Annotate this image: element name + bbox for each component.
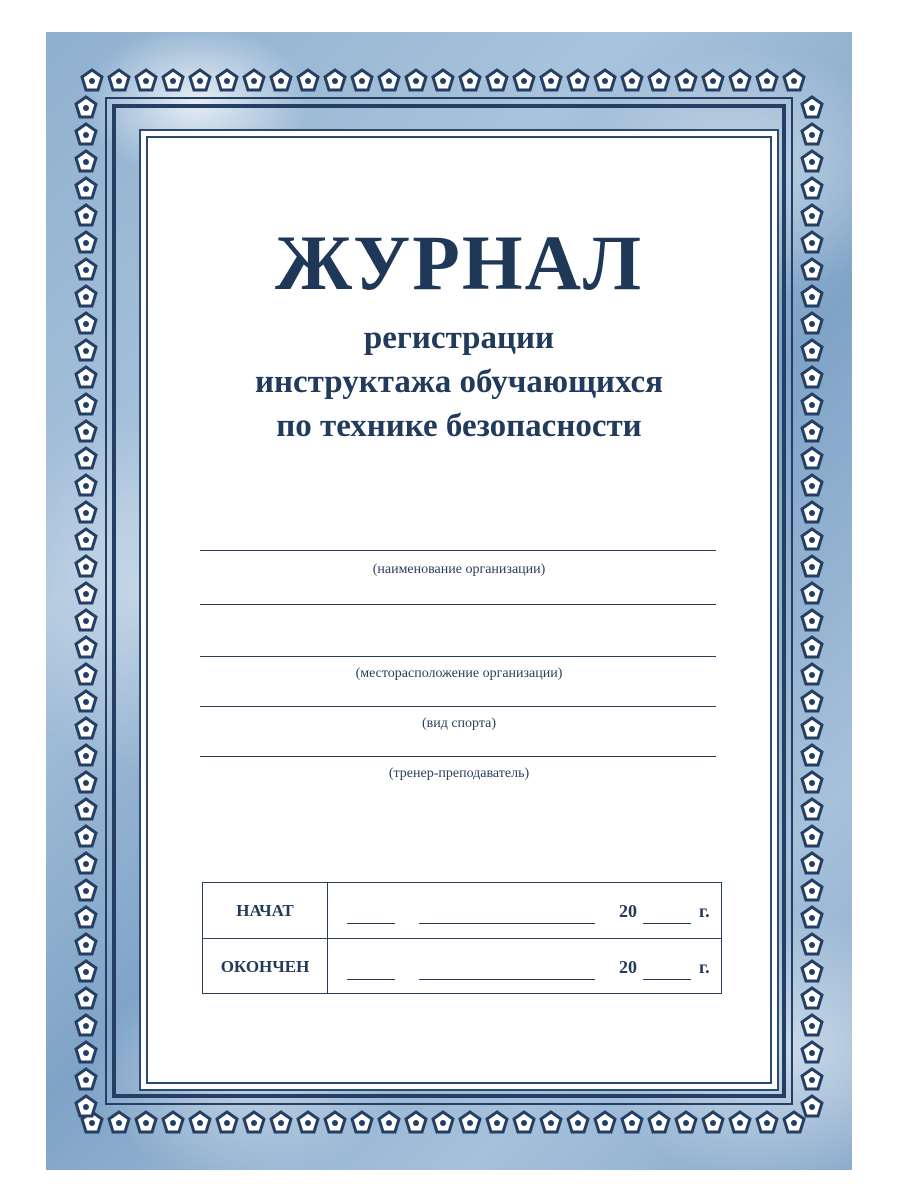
ornament-dot: [83, 780, 89, 786]
ornament-dot: [83, 1050, 89, 1056]
ended-year-prefix: 20: [619, 957, 637, 977]
organization-location-line[interactable]: [200, 656, 716, 657]
ornament-dot: [791, 1120, 797, 1126]
ornament-dot: [656, 78, 662, 84]
ornament-dot: [683, 1120, 689, 1126]
ornament-dot: [809, 753, 815, 759]
ornament-dot: [83, 321, 89, 327]
ornament-dot: [467, 1120, 473, 1126]
ornament-dot: [83, 348, 89, 354]
ornament-dot: [386, 1120, 392, 1126]
ornament-dot: [170, 1120, 176, 1126]
started-year-suffix: г.: [699, 901, 710, 921]
ornament-dot: [197, 78, 203, 84]
ornament-dot: [809, 510, 815, 516]
ornament-dot: [83, 645, 89, 651]
ornament-dot: [170, 78, 176, 84]
ornament-dot: [809, 780, 815, 786]
ornament-dot: [224, 78, 230, 84]
ornament-dot: [83, 699, 89, 705]
ornament-dot: [710, 78, 716, 84]
ornament-dot: [83, 861, 89, 867]
ornament-dot: [83, 375, 89, 381]
ornament-dot: [791, 78, 797, 84]
ornament-dot: [305, 78, 311, 84]
ornament-dot: [116, 1120, 122, 1126]
ornament-dot: [440, 78, 446, 84]
sport-line[interactable]: [200, 706, 716, 707]
coach-line[interactable]: [200, 756, 716, 757]
ornament-dot: [521, 78, 527, 84]
ornament-dot: [83, 483, 89, 489]
ornament-dot: [809, 672, 815, 678]
ornament-dot: [83, 1023, 89, 1029]
ornament-dot: [809, 1104, 815, 1110]
started-month-blank[interactable]: [419, 923, 595, 924]
ornament-dot: [809, 186, 815, 192]
ornament-dot: [332, 78, 338, 84]
ornament-dot: [809, 105, 815, 111]
ornament-dot: [440, 1120, 446, 1126]
coach-caption: (тренер-преподаватель): [388, 766, 530, 781]
journal-title: ЖУРНАЛ: [274, 219, 644, 306]
ornament-dot: [710, 1120, 716, 1126]
ornament-dot: [548, 1120, 554, 1126]
ornament-dot: [386, 78, 392, 84]
organization-extra-line[interactable]: [200, 604, 716, 605]
ornament-dot: [809, 861, 815, 867]
ornament-dot: [359, 1120, 365, 1126]
ornament-dot: [809, 834, 815, 840]
cover-panel: [146, 136, 772, 1084]
ornament-dot: [83, 456, 89, 462]
ornament-dot: [89, 78, 95, 84]
ornament-dot: [809, 618, 815, 624]
ornament-dot: [809, 213, 815, 219]
ornament-dot: [809, 537, 815, 543]
ornament-dot: [143, 78, 149, 84]
ornament-dot: [83, 240, 89, 246]
ornament-dot: [83, 159, 89, 165]
ornament-dot: [809, 132, 815, 138]
ended-date-row: [327, 939, 721, 994]
ornament-dot: [224, 1120, 230, 1126]
ornament-dot: [737, 78, 743, 84]
ornament-dot: [332, 1120, 338, 1126]
ornament-dot: [629, 1120, 635, 1126]
ornament-dot: [83, 510, 89, 516]
ornament-dot: [809, 915, 815, 921]
ornament-dot: [116, 78, 122, 84]
ornament-dot: [809, 1077, 815, 1083]
ornament-dot: [683, 78, 689, 84]
ornament-dot: [809, 1023, 815, 1029]
ornament-dot: [737, 1120, 743, 1126]
ornament-dot: [83, 888, 89, 894]
ornament-dot: [809, 807, 815, 813]
sport-caption: (вид спорта): [421, 716, 497, 731]
ornament-dot: [83, 915, 89, 921]
ornament-dot: [809, 645, 815, 651]
subtitle-line-1: регистрации: [363, 320, 555, 356]
ornament-dot: [83, 429, 89, 435]
ornament-dot: [83, 726, 89, 732]
started-label: НАЧАТ: [236, 901, 294, 920]
ornament-dot: [83, 186, 89, 192]
ornament-dot: [809, 402, 815, 408]
ornament-dot: [83, 402, 89, 408]
ornament-dot: [251, 1120, 257, 1126]
ornament-dot: [197, 1120, 203, 1126]
ornament-dot: [83, 294, 89, 300]
ornament-dot: [809, 294, 815, 300]
started-date-row: [327, 883, 721, 938]
ornament-dot: [575, 78, 581, 84]
ended-year-suffix: г.: [699, 957, 710, 977]
ornament-dot: [809, 456, 815, 462]
ornament-dot: [305, 1120, 311, 1126]
ornament-dot: [809, 483, 815, 489]
ornament-dot: [83, 1104, 89, 1110]
ornament-dot: [809, 699, 815, 705]
ornament-dot: [548, 78, 554, 84]
subtitle-line-2: инструктажа обучающихся: [254, 364, 663, 400]
ornament-dot: [809, 591, 815, 597]
ornament-dot: [494, 1120, 500, 1126]
ornament-dot: [83, 996, 89, 1002]
ornament-dot: [83, 267, 89, 273]
organization-location-caption: (месторасположение организации): [355, 666, 563, 681]
ornament-dot: [809, 267, 815, 273]
started-day-blank[interactable]: [347, 923, 395, 924]
ornament-dot: [494, 78, 500, 84]
ornament-dot: [521, 1120, 527, 1126]
ornament-dot: [809, 564, 815, 570]
ornament-dot: [83, 105, 89, 111]
ornament-dot: [83, 942, 89, 948]
journal-cover: [46, 32, 852, 1170]
ornament-dot: [629, 78, 635, 84]
ornament-dot: [764, 78, 770, 84]
ornament-dot: [83, 213, 89, 219]
ornament-dot: [83, 591, 89, 597]
ornament-dot: [602, 78, 608, 84]
ornament-dot: [809, 942, 815, 948]
organization-name-line[interactable]: [200, 550, 716, 551]
started-year-prefix: 20: [619, 901, 637, 921]
ornament-dot: [143, 1120, 149, 1126]
ornament-dot: [278, 78, 284, 84]
ornament-dot: [809, 726, 815, 732]
ornament-dot: [809, 996, 815, 1002]
ornament-dot: [83, 834, 89, 840]
ornament-dot: [809, 159, 815, 165]
ornament-dot: [83, 537, 89, 543]
ornament-dot: [278, 1120, 284, 1126]
organization-name-caption: (наименование организации): [372, 562, 546, 577]
ornament-dot: [809, 321, 815, 327]
ornament-dot: [467, 78, 473, 84]
ended-day-blank[interactable]: [347, 979, 395, 980]
ornament-dot: [809, 429, 815, 435]
ornament-dot: [809, 969, 815, 975]
ornament-dot: [359, 78, 365, 84]
ornament-dot: [764, 1120, 770, 1126]
ornament-dot: [251, 78, 257, 84]
ornament-dot: [656, 1120, 662, 1126]
ornament-dot: [575, 1120, 581, 1126]
ornament-dot: [413, 78, 419, 84]
started-year-blank[interactable]: [643, 923, 691, 924]
ornament-dot: [809, 348, 815, 354]
ended-year-blank[interactable]: [643, 979, 691, 980]
subtitle-line-3: по технике безопасности: [276, 408, 642, 444]
ornament-dot: [809, 1050, 815, 1056]
ornament-dot: [83, 672, 89, 678]
ornament-dot: [83, 564, 89, 570]
ornament-dot: [809, 888, 815, 894]
ended-label: ОКОНЧЕН: [220, 957, 310, 976]
ornament-dot: [83, 807, 89, 813]
dates-table: [202, 882, 722, 994]
ornament-dot: [83, 132, 89, 138]
ornament-dot: [83, 753, 89, 759]
ornament-dot: [809, 375, 815, 381]
ornament-dot: [83, 969, 89, 975]
ended-month-blank[interactable]: [419, 979, 595, 980]
ornament-dot: [89, 1120, 95, 1126]
ornament-dot: [413, 1120, 419, 1126]
ornament-dot: [602, 1120, 608, 1126]
ornament-dot: [809, 240, 815, 246]
ornament-dot: [83, 618, 89, 624]
ornament-dot: [83, 1077, 89, 1083]
